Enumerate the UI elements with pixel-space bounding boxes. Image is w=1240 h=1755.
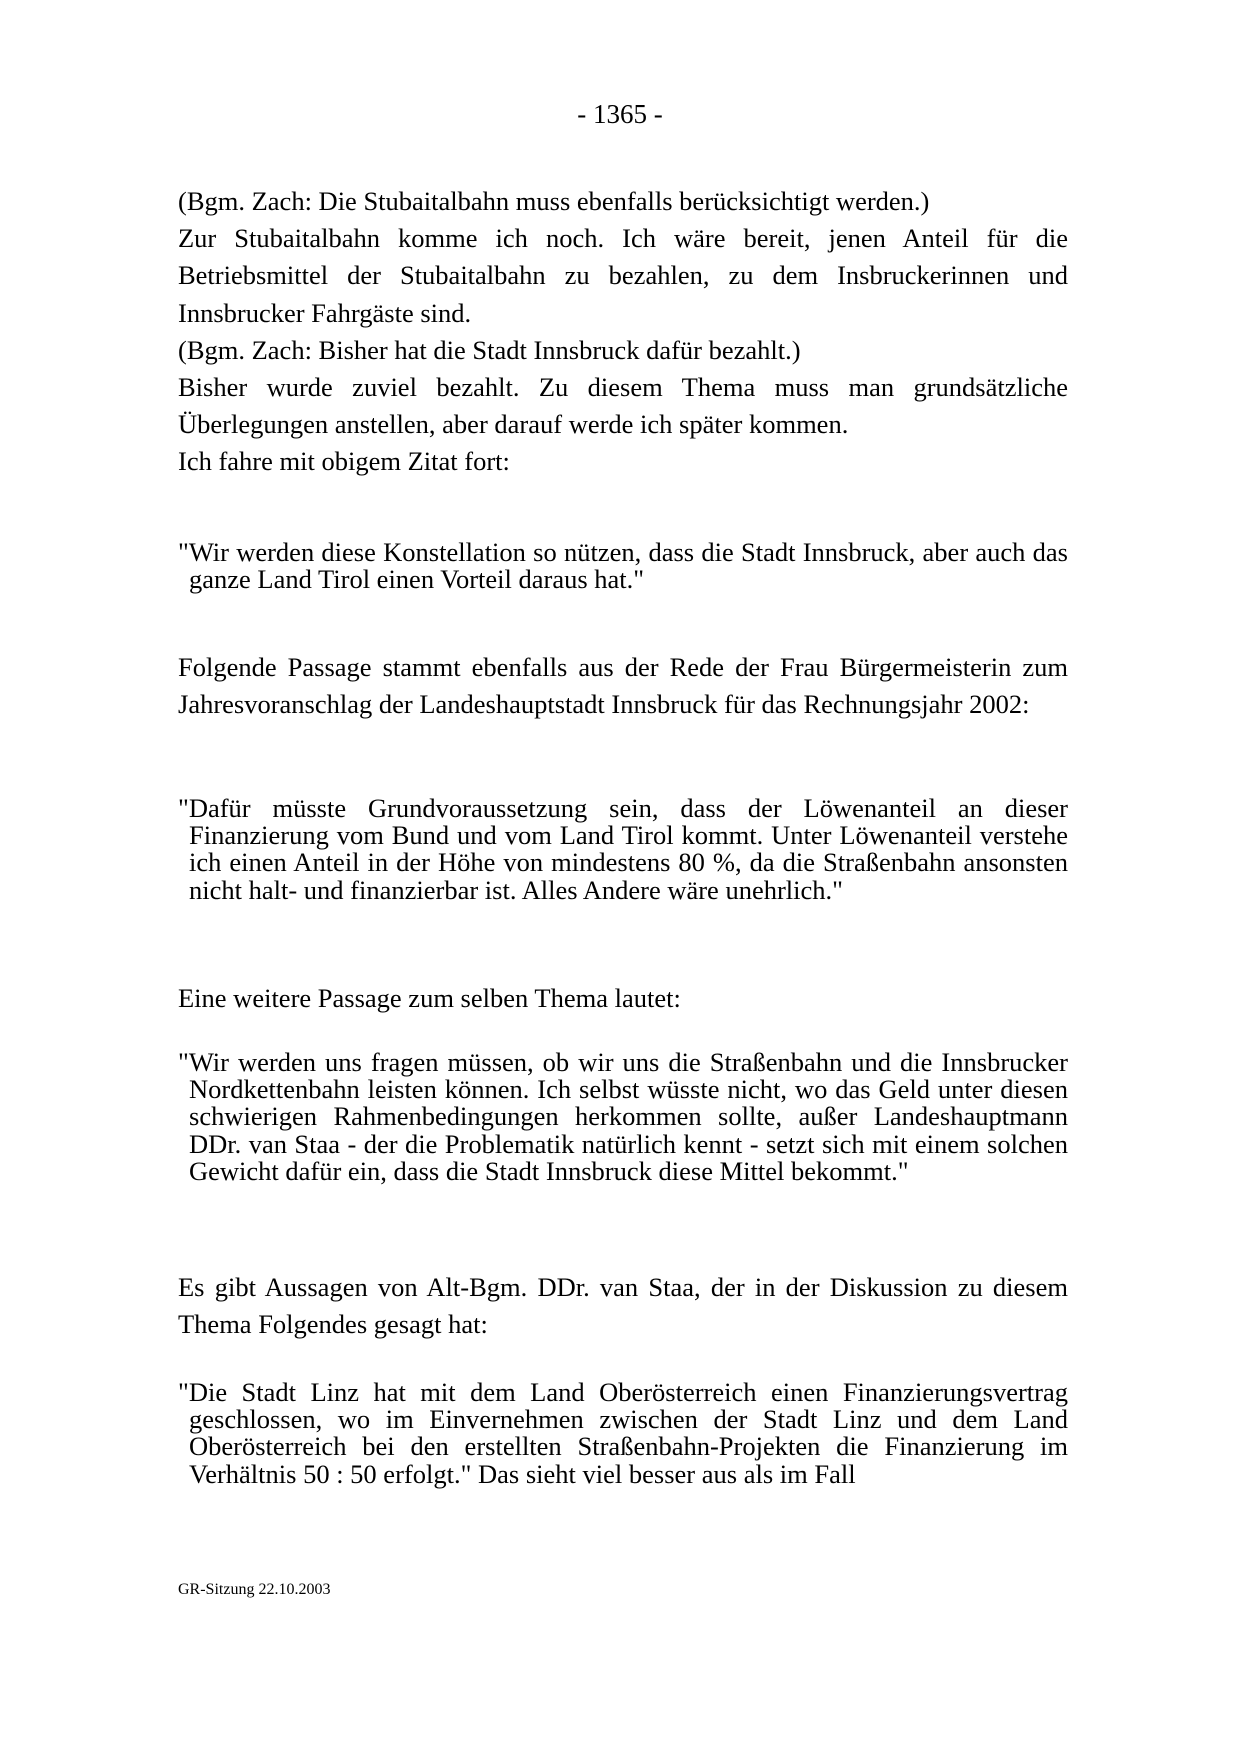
speech-paragraph: Bisher wurde zuviel bezahlt. Zu diesem Thema muss man grundsätzliche Überlegungen anstellen, aber darauf werde ich später kommen. — [178, 372, 1068, 440]
quote-block: "Wir werden diese Konstellation so nützen, dass die Stadt Innsbruck, aber auch das ganze Land Tirol einen Vorteil daraus hat." — [178, 537, 1068, 595]
interjection-paragraph: (Bgm. Zach: Bisher hat die Stadt Innsbruck dafür bezahlt.) — [178, 334, 801, 365]
dialogue-block — [178, 183, 1068, 481]
body-paragraph: Es gibt Aussagen von Alt-Bgm. DDr. van Staa, der in der Diskussion zu diesem Thema Folgendes gesagt hat: — [178, 1272, 1068, 1340]
quote-block: "Die Stadt Linz hat mit dem Land Oberösterreich einen Finanzierungsvertrag geschlossen, wo im Einvernehmen zwischen der Stadt Linz und dem Land Oberösterreich bei den erstellten Straßenbahn-Projekten die Finanzierung im Verhältnis 50 : 50 erfolgt." Das sieht viel besser aus als im Fall — [178, 1377, 1068, 1489]
body-paragraph: Eine weitere Passage zum selben Thema lautet: — [178, 983, 681, 1013]
quote-block: "Dafür müsste Grundvoraussetzung sein, dass der Löwenanteil an dieser Finanzierung vom Bund und vom Land Tirol kommt. Unter Löwenanteil verstehe ich einen Anteil in der Höhe von mindestens 80 %, da die Straßenbahn ansonsten nicht halt- und finanzierbar ist. Alles Andere wäre unehrlich." — [178, 793, 1068, 905]
body-paragraph: Folgende Passage stammt ebenfalls aus der Rede der Frau Bürgermeisterin zum Jahresvoranschlag der Landeshauptstadt Innsbruck für das Rechnungsjahr 2002: — [178, 652, 1068, 720]
speech-paragraph: Zur Stubaitalbahn komme ich noch. Ich wäre bereit, jenen Anteil für die Betriebsmittel der Stubaitalbahn zu bezahlen, zu dem Insbruckerinnen und Innsbrucker Fahrgäste sind. — [178, 223, 1068, 328]
page-number: - 1365 - — [577, 99, 663, 129]
quote-block: "Wir werden uns fragen müssen, ob wir uns die Straßenbahn und die Innsbrucker Nordkettenbahn leisten können. Ich selbst wüsste nicht, wo das Geld unter diesen schwierigen Rahmenbedingungen herkommen sollte, außer Landeshauptmann DDr. van Staa - der die Problematik natürlich kennt - setzt sich mit einem solchen Gewicht dafür ein, dass die Stadt Innsbruck diese Mittel bekommt." — [178, 1047, 1068, 1186]
speech-paragraph: Ich fahre mit obigem Zitat fort: — [178, 446, 510, 477]
footer-session-date: GR-Sitzung 22.10.2003 — [178, 1581, 331, 1598]
interjection-paragraph: (Bgm. Zach: Die Stubaitalbahn muss ebenfalls berücksichtigt werden.) — [178, 186, 930, 216]
